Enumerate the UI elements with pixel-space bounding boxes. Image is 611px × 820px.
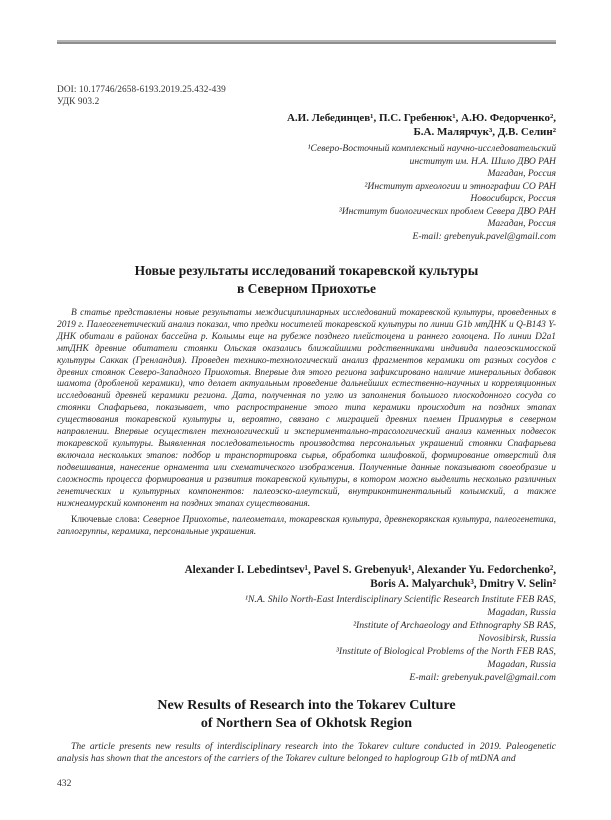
russian-title-line-1: Новые результаты исследований токаревской культуры (134, 263, 479, 278)
affiliation-line: Магадан, Россия (487, 168, 556, 179)
affiliation-line: ²Институт археологии и этнографии СО РАН (364, 180, 556, 192)
english-abstract: The article presents new results of interdisciplinary research into the Tokarev culture conducted in 2019. Paleogenetic analysis has shown that the ancestors of the carriers of the Tokarev culture belonged to haplogroup G1b of mtDNA and (57, 740, 556, 764)
email-line: E-mail: grebenyuk.pavel@gmail.com (409, 671, 556, 683)
russian-affiliations (57, 143, 556, 243)
affiliation-line: ³Institute of Biological Problems of the North FEB RAS, (336, 645, 556, 657)
affiliation-line: Магадан, Россия (487, 218, 556, 229)
affiliation-line: Novosibirsk, Russia (478, 632, 556, 644)
affiliation-line: ²Institute of Archaeology and Ethnography SB RAS, (353, 620, 556, 632)
english-affiliations (57, 594, 556, 684)
email-line: E-mail: grebenyuk.pavel@gmail.com (412, 230, 556, 242)
english-authors-line-2: Boris A. Malyarchuk³, Dmitry V. Selin² (370, 577, 556, 590)
english-authors-line-1: Alexander I. Lebedintsev¹, Pavel S. Grebenyuk¹, Alexander Yu. Fedorchenko², (184, 564, 556, 577)
header-double-rule (57, 40, 556, 44)
russian-keywords (57, 515, 556, 539)
affiliation-line: Новосибирск, Россия (470, 193, 556, 204)
affiliation-line: институт им. Н.А. Шило ДВО РАН (409, 155, 556, 167)
affiliation-line: Magadan, Russia (487, 607, 556, 619)
russian-title-line-2: в Северном Приохотье (237, 281, 376, 296)
affiliation-line: ³Институт биологических проблем Севера ДВО РАН (338, 205, 556, 217)
russian-authors (57, 112, 556, 139)
english-title-line-2: of Northern Sea of Okhotsk Region (200, 715, 413, 731)
english-authors (57, 564, 556, 591)
english-title-line-1: New Results of Research into the Tokarev Culture (157, 697, 456, 713)
russian-abstract: В статье представлены новые результаты междисциплинарных исследований токаревской культуры, проведенных в 2019 г. Палеогенетический анализ показал, что предки носителей токаревской культуры по линии G1b мтДНК и Q-B143 Y-ДНК обитали в районах бассейна р. Колымы еще на рубеже позднего плейстоцена и раннего голоцена. По линии D2a1 мтДНК древние обитатели стоянки Ольская оказались ближайшими родственниками индивида палеоэскимосской культуры Саккак (Гренландия). Проведен технико-технологический анализ фрагментов керамики от разных сосудов с древних стоянок Северо-Западного Приохотья. Впервые для этого региона зафиксировано наличие минеральных добавок шамота (дробленой керамики), что делает актуальным проведение дальнейших естественно-научных и корреляционных исследований древней керамики региона. Дата, полученная по углю из заполнения большого плоскодонного сосуда со стоянки Спафарьева, показывает, что распространение этого типа керамики происходит на поздних этапах существования токаревской культуры и, вероятно, связано с миграцией древних племен Приамурья в северном направлении. Впервые осуществлен технологический и экспериментально-трасологический анализ каменных подвесок токаревской культуры. Выявленная последовательность производства персональных украшений стоянки Спафарьева включала нескольких этапов: подбор и транспортировка сырья, обработка шлифовкой, формирование отверстий для подвешивания, нанесение орнамента или схематического изображения. Полученные данные показывают своеобразие и сложность процесса формирования и развития токаревской культуры, в котором можно выделить несколько различных генетических и культурных компонентов: палеоэско-алеутский, внутриконтинентальный колымский, а также нижнеамурский компонент на поздних этапах существования. (57, 308, 556, 509)
russian-authors-line-1: А.И. Лебединцев¹, П.С. Гребенюк¹, А.Ю. Федорченко², (286, 112, 556, 124)
page-number: 432 (57, 778, 72, 789)
affiliation-line: Magadan, Russia (487, 658, 556, 670)
keywords-list: Северное Приохотье, палеометалл, токаревская культура, древнекорякская культура, палеогенетика, гаплогруппы, керамика, персональные украшения. (57, 515, 556, 538)
udc-line: УДК 903.2 (57, 96, 100, 107)
keywords-label: Ключевые слова: (71, 515, 140, 526)
doi-line: DOI: 10.17746/2658-6193.2019.25.432-439 (57, 85, 226, 95)
affiliation-line: ¹Северо-Восточный комплексный научно-исследовательский (307, 143, 556, 154)
russian-article-title (57, 262, 556, 298)
affiliation-line: ¹N.A. Shilo North-East Interdisciplinary Scientific Research Institute FEB RAS, (244, 594, 556, 606)
russian-authors-line-2: Б.А. Малярчук³, Д.В. Селин² (413, 125, 556, 138)
english-article-title (57, 697, 556, 733)
